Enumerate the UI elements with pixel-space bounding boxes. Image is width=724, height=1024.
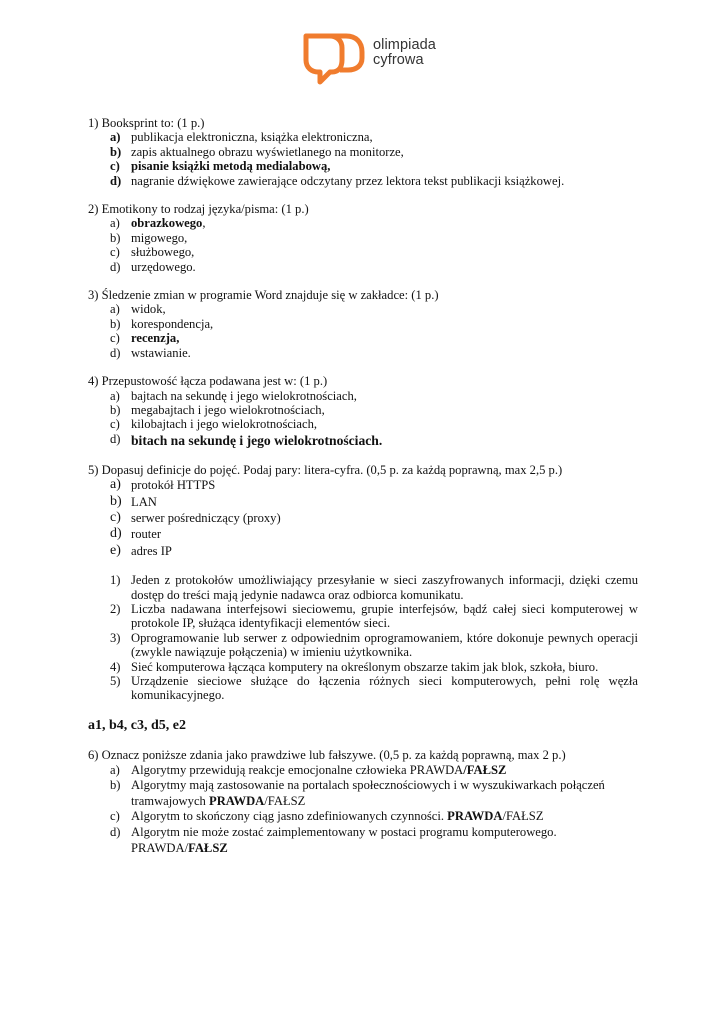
option-text-correct: bitach na sekundę i jego wielokrotnościach. [131,432,383,448]
falsz-label-selected: FAŁSZ [466,762,507,777]
term-text: LAN [131,494,157,509]
option-text: migowego, [131,230,188,245]
question-6 [88,748,638,856]
option-letter: a) [110,302,120,317]
option-text: wstawianie. [131,345,191,360]
statement-letter: c) [110,809,120,824]
statement-text: Algorytm nie może zostać zaimplementowany w postaci programu komputerowego. [131,825,557,839]
slash: / [463,762,467,777]
option-text: widok, [131,302,166,317]
logo-text-line2: cyfrowa [373,52,424,68]
option-text: służbowego, [131,245,195,260]
option-letter: a) [110,130,121,145]
option-letter: a) [110,388,120,403]
question-title: 2) Emotikony to rodzaj języka/pisma: (1 p.) [88,202,309,217]
question-5 [88,463,638,734]
option-text-correct: obrazkowego [131,216,203,231]
option-text-correct: pisanie książki metodą medialabową, [131,159,331,174]
falsz-label: FAŁSZ [267,793,306,808]
option-letter: b) [110,316,121,331]
term-text: protokół HTTPS [131,478,216,493]
option-letter: b) [110,230,121,245]
option-text: bajtach na sekundę i jego wielokrotnościach, [131,388,357,403]
question-title: 4) Przepustowość łącza podawana jest w: (1 p.) [88,374,328,389]
term-letter: d) [110,526,122,542]
logo-icon [298,30,370,86]
question-title: 6) Oznacz poniższe zdania jako prawdziwe lub fałszywe. (0,5 p. za każdą poprawną, max 2 p.) [88,748,566,763]
statement-letter: a) [110,762,120,777]
option-text-correct: recenzja, [131,331,180,346]
option-letter: c) [110,245,120,260]
slash: / [264,793,268,808]
definition-text: Urządzenie sieciowe służące do łączenia różnych sieci komputerowych, pełni rolę węzła komunikacyjnego. [131,674,638,703]
question-1 [88,116,638,188]
answer-key: a1, b4, c3, d5, e2 [88,717,186,733]
statement-letter: d) [110,825,121,839]
slash: / [184,840,189,855]
definitions-list [88,573,638,703]
definition-number: 4) [110,659,121,674]
definition-number: 5) [110,674,121,688]
option-text: urzędowego. [131,259,196,274]
document-body [88,116,638,870]
option-letter: d) [110,259,121,274]
definition-text: Jeden z protokołów umożliwiający przesyłanie w sieci zaszyfrowanych informacji, dzięki czemu dostęp do treści mają jedynie nadawca oraz odbiorca komunikatu. [131,573,638,602]
term-letter: b) [110,493,122,509]
olimpiada-logo [298,30,436,86]
option-letter: b) [110,144,122,159]
falsz-label: FAŁSZ [505,809,544,824]
option-text: publikacja elektroniczna, książka elektroniczna, [131,130,373,145]
term-letter: e) [110,542,121,558]
option-text: zapis aktualnego obrazu wyświetlanego na monitorze, [131,144,404,159]
definition-number: 1) [110,573,121,588]
term-letter: c) [110,509,121,525]
prawda-label-selected: PRAWDA [209,793,265,808]
question-title: 1) Booksprint to: (1 p.) [88,116,205,130]
term-text: adres IP [131,543,172,558]
option-letter: a) [110,216,120,231]
option-letter: c) [110,331,120,346]
term-text: router [131,527,162,542]
term-letter: a) [110,477,121,493]
definition-text: Sieć komputerowa łącząca komputery na określonym obszarze takim jak blok, szkoła, biuro. [131,659,599,674]
question-3 [88,288,638,360]
question-title: 3) Śledzenie zmian w programie Word znajduje się w zakładce: (1 p.) [88,288,439,303]
definition-text: Liczba nadawana interfejsowi sieciowemu, grupie interfejsów, bądź całej sieci komputerowej w protokole IP, służąca identyfikacji elementów sieci. [131,601,638,631]
option-text: korespondencja, [131,316,214,331]
falsz-label-selected: FAŁSZ [188,840,228,855]
question-4 [88,374,638,449]
definition-text: Oprogramowanie lub serwer z odpowiednim oprogramowaniem, które dokonuje pewnych operacji (zwykle nawiązuje połączenia) w imieniu użytkownika. [131,630,638,660]
logo-text-line1: olimpiada [373,37,436,53]
statement-text: Algorytm to skończony ciąg jasno zdefiniowanych czynności. [131,809,448,824]
option-letter: b) [110,402,121,417]
prawda-label: PRAWDA [409,762,464,777]
definition-number: 3) [110,630,121,645]
option-text: megabajtach i jego wielokrotnościach, [131,402,325,417]
term-text: serwer pośredniczący (proxy) [131,510,281,525]
option-text: kilobajtach i jego wielokrotnościach, [131,417,318,432]
prawda-label: PRAWDA [131,840,185,855]
statement-text: Algorytmy mają zastosowanie na portalach społecznościowych i w wyszukiwarkach połączeń tramwajowych [131,778,605,808]
option-letter: c) [110,159,120,174]
definition-number: 2) [110,601,121,616]
option-letter: c) [110,417,120,432]
question-2 [88,202,638,274]
statement-letter: b) [110,778,121,793]
statement-text: Algorytmy przewidują reakcje emocjonalne człowieka [131,762,410,777]
option-letter: d) [110,345,121,360]
question-title: 5) Dopasuj definicje do pojęć. Podaj pary: litera-cyfra. (0,5 p. za każdą poprawną, max 2,5 p.) [88,462,563,477]
option-text: nagranie dźwiękowe zawierające odczytany przez lektora tekst publikacji książkowej. [131,173,565,188]
option-letter: d) [110,173,122,188]
option-letter: d) [110,431,121,446]
slash: / [502,809,506,824]
option-suffix: , [202,216,206,231]
prawda-label-selected: PRAWDA [447,809,503,824]
